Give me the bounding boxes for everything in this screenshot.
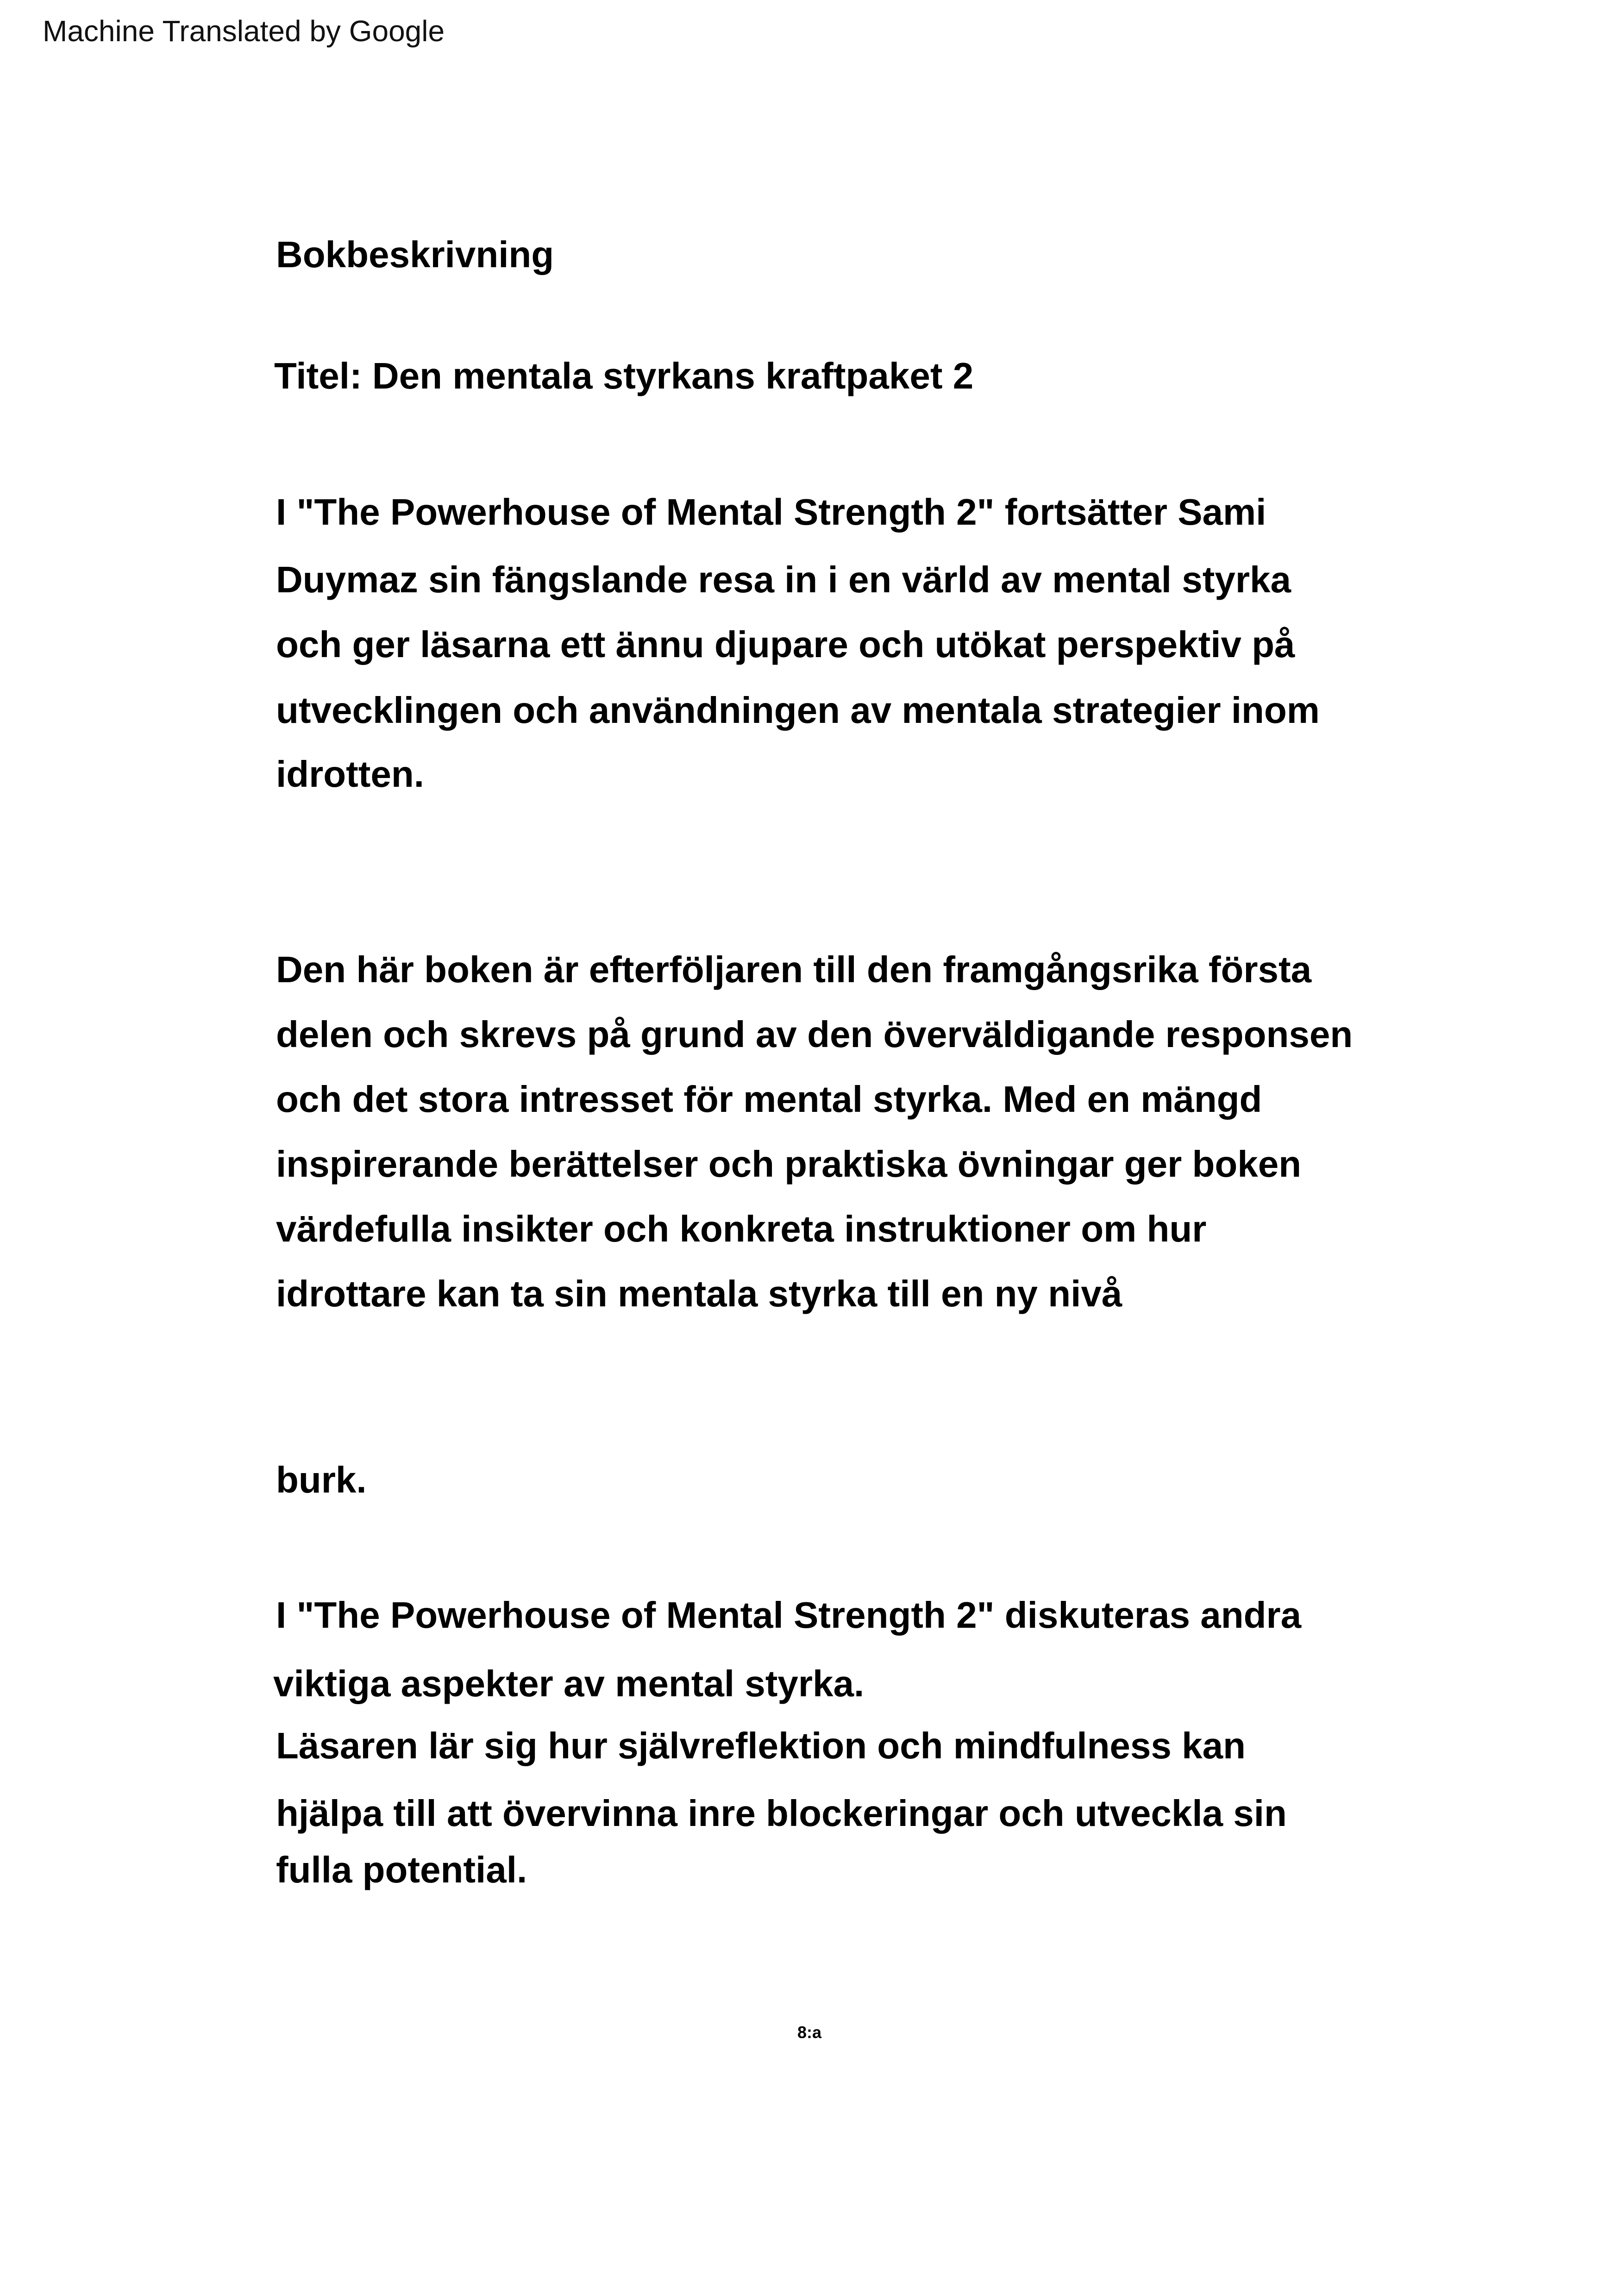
paragraph-line: viktiga aspekter av mental styrka. (273, 1663, 865, 1704)
paragraph-line: I "The Powerhouse of Mental Strength 2" diskuteras andra (276, 1594, 1302, 1636)
paragraph-line: I "The Powerhouse of Mental Strength 2" fortsätter Sami (276, 491, 1266, 533)
paragraph-line: Den här boken är efterföljaren till den framgångsrika första (276, 949, 1312, 990)
machine-translation-banner: Machine Translated by Google (43, 14, 445, 48)
paragraph-line: och ger läsarna ett ännu djupare och utökat perspektiv på (276, 624, 1295, 665)
paragraph-line: idrottare kan ta sin mentala styrka till en ny nivå (276, 1273, 1122, 1314)
paragraph-line: Duymaz sin fängslande resa in i en värld av mental styrka (276, 559, 1291, 600)
text-fragment: burk. (276, 1459, 367, 1500)
book-title-line: Titel: Den mentala styrkans kraftpaket 2 (274, 355, 974, 396)
section-heading: Bokbeskrivning (276, 234, 554, 275)
paragraph-line: och det stora intresset för mental styrka. Med en mängd (276, 1079, 1262, 1120)
paragraph-line: fulla potential. (276, 1849, 527, 1890)
paragraph-line: idrotten. (276, 753, 424, 795)
paragraph-line: Läsaren lär sig hur självreflektion och mindfulness kan (276, 1725, 1246, 1766)
paragraph-line: värdefulla insikter och konkreta instruktioner om hur (276, 1208, 1207, 1249)
paragraph-line: inspirerande berättelser och praktiska övningar ger boken (276, 1143, 1302, 1185)
paragraph-line: hjälpa till att övervinna inre blockeringar och utveckla sin (276, 1793, 1287, 1834)
page-number: 8:a (797, 2023, 822, 2042)
paragraph-line: utvecklingen och användningen av mentala strategier inom (276, 690, 1320, 731)
paragraph-line: delen och skrevs på grund av den överväldigande responsen (276, 1014, 1353, 1055)
